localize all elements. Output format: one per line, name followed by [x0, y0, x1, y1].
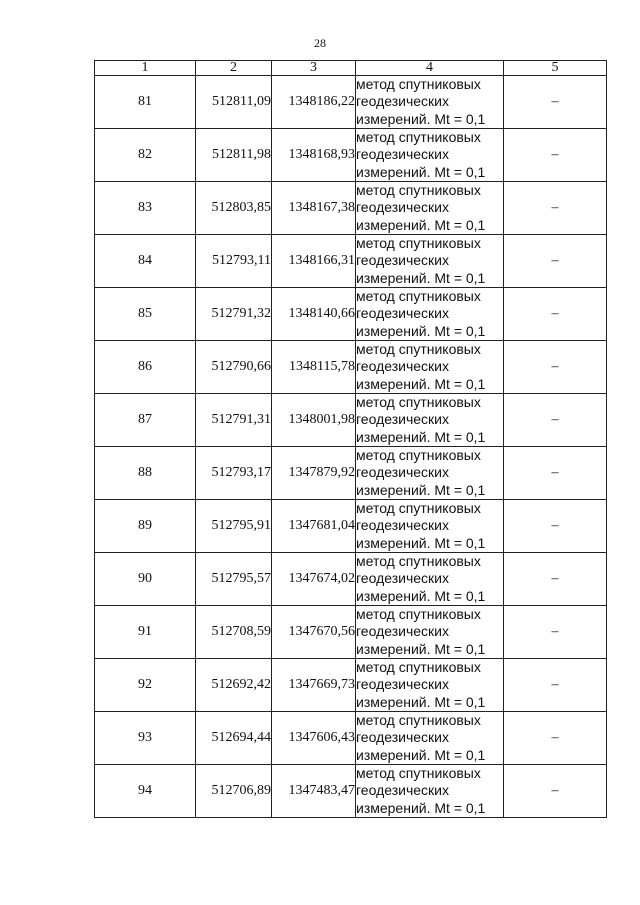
method-line: измерений. Mt = 0,1: [356, 534, 486, 551]
method-line: измерений. Mt = 0,1: [356, 269, 486, 286]
method-line: геодезических: [356, 570, 449, 587]
note-cell: –: [504, 765, 607, 818]
method-line: измерений. Mt = 0,1: [356, 640, 486, 657]
method-line: геодезических: [356, 199, 449, 216]
y-coordinate-cell: 1348115,78: [272, 341, 356, 394]
method-line: измерений. Mt = 0,1: [356, 110, 486, 127]
method-line: измерений. Mt = 0,1: [356, 375, 486, 392]
y-coordinate-cell: 1348186,22: [272, 76, 356, 129]
point-number-cell: 90: [95, 553, 196, 606]
note-cell: –: [504, 129, 607, 182]
x-coordinate-cell: 512811,09: [196, 76, 272, 129]
table-row: [95, 712, 607, 765]
y-coordinate-cell: 1347669,73: [272, 659, 356, 712]
point-number-cell: 91: [95, 606, 196, 659]
method-cell: [356, 288, 504, 341]
method-cell: [356, 129, 504, 182]
method-line: метод спутниковых: [356, 182, 481, 199]
coordinates-table: [94, 60, 607, 818]
point-number-cell: 86: [95, 341, 196, 394]
x-coordinate-cell: 512795,57: [196, 553, 272, 606]
y-coordinate-cell: 1347606,43: [272, 712, 356, 765]
x-coordinate-cell: 512692,42: [196, 659, 272, 712]
column-header-1: 1: [95, 61, 196, 76]
column-header-4: 4: [356, 61, 504, 76]
note-cell: –: [504, 712, 607, 765]
method-line: геодезических: [356, 729, 449, 746]
method-line: метод спутниковых: [356, 129, 481, 146]
method-cell: [356, 553, 504, 606]
table-row: [95, 182, 607, 235]
note-cell: –: [504, 341, 607, 394]
table-row: [95, 394, 607, 447]
note-cell: –: [504, 288, 607, 341]
method-line: метод спутниковых: [356, 341, 481, 358]
note-cell: –: [504, 182, 607, 235]
method-line: измерений. Mt = 0,1: [356, 428, 486, 445]
x-coordinate-cell: 512793,17: [196, 447, 272, 500]
method-line: метод спутниковых: [356, 712, 481, 729]
method-cell: [356, 76, 504, 129]
note-cell: –: [504, 76, 607, 129]
point-number-cell: 85: [95, 288, 196, 341]
method-cell: [356, 765, 504, 818]
column-header-2: 2: [196, 61, 272, 76]
method-cell: [356, 394, 504, 447]
y-coordinate-cell: 1348140,66: [272, 288, 356, 341]
note-cell: –: [504, 606, 607, 659]
table-row: [95, 553, 607, 606]
method-line: метод спутниковых: [356, 659, 481, 676]
x-coordinate-cell: 512791,32: [196, 288, 272, 341]
point-number-cell: 81: [95, 76, 196, 129]
column-header-5: 5: [504, 61, 607, 76]
note-cell: –: [504, 447, 607, 500]
method-line: геодезических: [356, 623, 449, 640]
column-header-3: 3: [272, 61, 356, 76]
point-number-cell: 82: [95, 129, 196, 182]
y-coordinate-cell: 1348001,98: [272, 394, 356, 447]
note-cell: –: [504, 553, 607, 606]
x-coordinate-cell: 512706,89: [196, 765, 272, 818]
method-cell: [356, 500, 504, 553]
method-line: метод спутниковых: [356, 235, 481, 252]
method-line: метод спутниковых: [356, 500, 481, 517]
method-line: геодезических: [356, 358, 449, 375]
method-line: геодезических: [356, 517, 449, 534]
method-line: измерений. Mt = 0,1: [356, 481, 486, 498]
table-header-row: [95, 61, 607, 76]
method-line: геодезических: [356, 676, 449, 693]
method-line: измерений. Mt = 0,1: [356, 693, 486, 710]
table-row: [95, 129, 607, 182]
table-row: [95, 765, 607, 818]
y-coordinate-cell: 1348168,93: [272, 129, 356, 182]
method-line: метод спутниковых: [356, 394, 481, 411]
table-row: [95, 606, 607, 659]
table-row: [95, 235, 607, 288]
method-line: геодезических: [356, 782, 449, 799]
method-cell: [356, 341, 504, 394]
method-cell: [356, 182, 504, 235]
method-line: геодезических: [356, 252, 449, 269]
method-line: измерений. Mt = 0,1: [356, 216, 486, 233]
note-cell: –: [504, 659, 607, 712]
y-coordinate-cell: 1347674,02: [272, 553, 356, 606]
method-line: измерений. Mt = 0,1: [356, 322, 486, 339]
x-coordinate-cell: 512793,11: [196, 235, 272, 288]
y-coordinate-cell: 1347483,47: [272, 765, 356, 818]
x-coordinate-cell: 512708,59: [196, 606, 272, 659]
table-row: [95, 447, 607, 500]
method-line: геодезических: [356, 464, 449, 481]
table-row: [95, 341, 607, 394]
y-coordinate-cell: 1347879,92: [272, 447, 356, 500]
method-line: измерений. Mt = 0,1: [356, 163, 486, 180]
table-row: [95, 659, 607, 712]
method-cell: [356, 606, 504, 659]
x-coordinate-cell: 512803,85: [196, 182, 272, 235]
x-coordinate-cell: 512694,44: [196, 712, 272, 765]
x-coordinate-cell: 512795,91: [196, 500, 272, 553]
method-line: измерений. Mt = 0,1: [356, 587, 486, 604]
x-coordinate-cell: 512790,66: [196, 341, 272, 394]
method-line: метод спутниковых: [356, 606, 481, 623]
method-line: геодезических: [356, 93, 449, 110]
note-cell: –: [504, 500, 607, 553]
method-line: геодезических: [356, 305, 449, 322]
x-coordinate-cell: 512811,98: [196, 129, 272, 182]
table-body: [95, 76, 607, 818]
method-cell: [356, 659, 504, 712]
note-cell: –: [504, 394, 607, 447]
method-line: метод спутниковых: [356, 765, 481, 782]
y-coordinate-cell: 1347681,04: [272, 500, 356, 553]
table-row: [95, 76, 607, 129]
method-line: метод спутниковых: [356, 553, 481, 570]
y-coordinate-cell: 1347670,56: [272, 606, 356, 659]
point-number-cell: 94: [95, 765, 196, 818]
x-coordinate-cell: 512791,31: [196, 394, 272, 447]
method-line: измерений. Mt = 0,1: [356, 746, 486, 763]
y-coordinate-cell: 1348166,31: [272, 235, 356, 288]
method-cell: [356, 235, 504, 288]
point-number-cell: 84: [95, 235, 196, 288]
method-line: метод спутниковых: [356, 288, 481, 305]
table-row: [95, 288, 607, 341]
method-line: геодезических: [356, 411, 449, 428]
method-line: измерений. Mt = 0,1: [356, 799, 486, 816]
y-coordinate-cell: 1348167,38: [272, 182, 356, 235]
method-line: метод спутниковых: [356, 76, 481, 93]
point-number-cell: 93: [95, 712, 196, 765]
method-cell: [356, 447, 504, 500]
note-cell: –: [504, 235, 607, 288]
point-number-cell: 92: [95, 659, 196, 712]
page-number: 28: [314, 36, 326, 50]
method-cell: [356, 712, 504, 765]
point-number-cell: 88: [95, 447, 196, 500]
method-line: метод спутниковых: [356, 447, 481, 464]
method-line: геодезических: [356, 146, 449, 163]
point-number-cell: 87: [95, 394, 196, 447]
point-number-cell: 89: [95, 500, 196, 553]
table-row: [95, 500, 607, 553]
point-number-cell: 83: [95, 182, 196, 235]
